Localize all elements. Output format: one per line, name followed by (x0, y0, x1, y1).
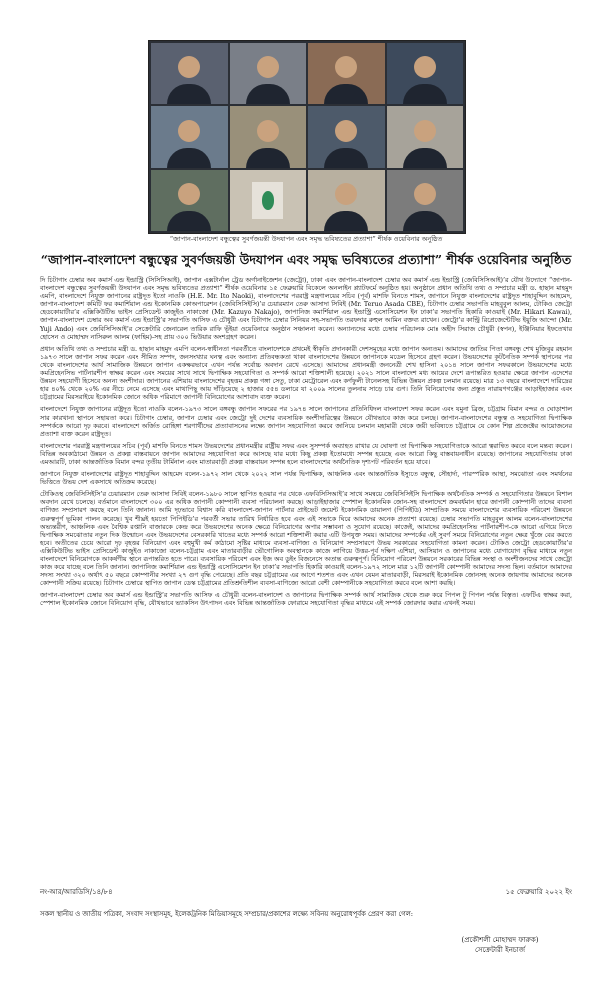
participant-tile (151, 170, 228, 231)
participant-tile (387, 43, 464, 104)
participant-tile (387, 106, 464, 167)
signatory-name: (প্রকৌশলী মোহাম্মদ ফারুক) (461, 936, 539, 944)
body-paragraph: জাপানে নিযুক্ত বাংলাদেশের রাষ্ট্রদূত শাহাবুদ্দিন আহমেদ বলেন-১৯৭২ সাল থেকে ২০২২ সাল পর্যন্ত দ্বিপাক্ষিক, আঞ্চলিক এবং আন্তর্জাতিক ইস্যুতে বন্ধুত্ব, সৌহার্দ্য, পারস্পরিক আস্থা, সমঝোতা এবং সমর্থনের ভিত্তিতে উভয় দেশ একসাথে অতিক্রম করেছে। (40, 470, 572, 487)
participant-tile (308, 43, 385, 104)
participant-tile (151, 43, 228, 104)
body-paragraph: জাপান-বাংলাদেশ চেম্বার অব কমার্স এন্ড ইন্ডাস্ট্রি’র সভাপতি আসিফ এ চৌধুরী বলেন-বাংলাদেশ ও জাপানের দ্বিপাক্ষিক সম্পর্ক আর্থ সামাজিক থেকে শুরু করে পিপল টু পিপল পর্যন্ত বিস্তৃত। এফটিএ স্বাক্ষর করা, স্পেশাল ইকোনমিক জোনে বিনিয়োগ বৃদ্ধি, যৌথভাবে ভ্যাকসিন উৎপাদন এবং বিভিন্ন আন্তর্জাতিক ফোরামে সহযোগিতা বৃদ্ধির মাধ্যমে এই সম্পর্ক জোরদার করার এখনই সময়। (40, 591, 572, 608)
participant-tile (387, 170, 464, 231)
video-call-grid (149, 41, 465, 233)
photo-caption: “জাপান-বাংলাদেশ বন্ধুত্বের সুবর্ণজয়ন্তী উদযাপন এবং সমৃদ্ধ ভবিষ্যতের প্রত্যাশা” শীর্ষক ওয়েবিনার অনুষ্ঠিত (169, 235, 443, 243)
participant-tile (230, 43, 307, 104)
body-paragraph: টোকিওস্থ জেবিসিসিইসি’র চেয়ারম্যান তেরু আসাদা সিবিই বলেন-১৯৮০ সালে স্থাপিত হওয়ার পর থেকে এফবিসিসিআই’র সাথে সমন্বয়ে জেবিসিসিইসি দ্বিপাক্ষিক অর্থনৈতিক সম্পর্ক ও সহযোগিতার উন্নয়নে বিশাল অবদান রেখে চলেছে। বর্তমানে বাংলাদেশে ৩০০ এর অধিক জাপানী কোম্পানী ব্যবসা পরিচালনা করছে। আড়াইহাজার স্পেশাল ইকোনমিক জোন-সহ বাংলাদেশে ক্রমবর্ধমান হারে জাপানী কোম্পানী তাদের ব্যবসা বাণিজ্য সম্প্রসারণ করছে বলে তিনি জানান। আমি দৃঢ়ভাবে বিশ্বাস করি বাংলাদেশ-জাপান পার্টনার প্রাইভেট জয়েন্ট ইকোনমিক ডায়ালগ (পিপিইডি) সাম্প্রতিক সময়ে বাংলাদেশের ব্যবসায়িক পরিবেশ উন্নয়নে গুরুত্বপূর্ণ ভূমিকা পালন করেছে। খুব শীঘ্রই হয়তো পিপিইডি’র পরবর্তী সভার তারিখ নির্ধারিত হবে এবং এই সভাকে ঘিরে আমাদের অনেক প্রত্যাশা রয়েছে। চেম্বার সভাপতি মাহবুবুল আলম বলেন-বাংলাদেশের অভ্যন্তরীণ, আঞ্চলিক এবং বৈশ্বিক রপ্তানি বাজারকে কেন্দ্র করে উভয়দেশের অনেক ক্ষেত্রে বিনিয়োগের অপার সম্ভাবনা ও সুযোগ রয়েছে। কাজেই, আমাদের কমপ্রিহেনসিভ পার্টনারশীপ-কে আরো এগিয়ে নিতে দ্বিপাক্ষিক সমঝোতার নতুন দিক উন্মোচন এবং উভয়দেশের বেসরকারি খাতের মধ্যে সম্পর্ক আরো শক্তিশালী করার এটি উপযুক্ত সময়। আমাদের সম্পর্কের এই সুবর্ণ সময়ে বিনিয়োগের নতুন ক্ষেত্র খুঁজে বের করতে হবে। অতীতের চেয়ে আরো দৃঢ় বৃহত্তর বিনিয়োগ এবং বহুমুখী কর্ম কাঠামো সৃষ্টির মাধ্যমে ব্যবসা-বাণিজ্য ও বিনিয়োগ সম্প্রসারণে উভয় সরকারের সহযোগিতা কামনা করেন। টোকিও জেট্রো হেডকোয়ার্টার’র এক্সিকিউটিভ ভাইস প্রেসিডেন্ট কাজুইও নাকাজো বলেন-চট্টগ্রাম এবং মাতারবাড়ীর ভৌগোলিক অবস্থানকে কাজে লাগিয়ে উত্তর-পূর্ব দক্ষিণ এশিয়া, আসিয়ান ও জাপানের মধ্যে যোগাযোগ বৃদ্ধির মাধ্যমে নতুন বাংলাদেশে বিনিয়োগকে আকর্ষণীয় স্থানে রূপান্তরিত হতে পারে। ব্যবসায়িক পরিবেশ এবং ইজ অব ডুইং বিজনেসে অতান্ত গুরুত্বপূর্ণ। বিনিয়োগ পরিবেশ উন্নয়নে সরকারের বিভিন্ন সংস্থা ও অংশীজনদের সাথে জেট্রো কাজ করে যাচ্ছে বলে তিনি জানান। জাপানিজ কমার্শিয়াল এন্ড ইন্ডাস্ট্রি এসোসিয়েশন ইন ঢাকা’র সভাপতি হিকারি কাওয়াই বলেন-১৯৭২ সালে মাত্র ১২টি জাপানী কোম্পানী আমাদের সদস্য ছিল। বর্তমানে আমাদের সদস্য সংখ্যা ৩২০ অর্থাৎ ৫০ বছরে কোম্পানীর সংখ্যা ২৭ গুণ বৃদ্ধি পেয়েছে। প্রতি বছর চট্টগ্রামের এর আগে শতশত এবং এখন যেমন মাতারবাড়ী, মিরসরাই ইকোনমিক জোনসহ অনেক জায়গায় আমাদের অনেক কোম্পানী সক্রিয় রয়েছে। চিটাগাং চেম্বারে স্থাপিত জাপান ডেস্ক চট্টগ্রামের প্রতিশ্রুতিশীল ব্যবসা-বাণিজ্যে আরো বেশী কোম্পানীকে সহযোগিতা করবে বলে আশা করছি। (40, 490, 572, 588)
participant-tile (230, 106, 307, 167)
event-banner-tile (230, 170, 307, 231)
press-release-headline: “জাপান-বাংলাদেশ বন্ধুত্বের সুবর্ণজয়ন্তী উদযাপন এবং সমৃদ্ধ ভবিষ্যতের প্রত্যাশা” শীর্ষক ওয়েবিনার অনুষ্ঠিত (40, 252, 572, 267)
participant-tile (151, 106, 228, 167)
signature-block (420, 935, 580, 955)
body-paragraph: বাংলাদেশে নিযুক্ত জাপানের রাষ্ট্রদূত ইতো নাওকি বলেন-১৯৭৩ সালে বঙ্গবন্ধু জাপান সফরের পর ১৯৭৪ সালে জাপানের প্রতিনিধিদল বাংলাদেশ সফর করেন এবং যমুনা ব্রিজ, চট্টগ্রাম বিমান বন্দর ও ঘোড়াশাল সার কারখানা স্থাপনে সহায়তা করে। চিটাগাং চেম্বার, জাপান চেম্বার এবং জেট্রো দুই দেশের ব্যবসায়িক অংশীদারিত্বের উন্নয়নে যৌথভাবে কাজ করে চলছে। জাপান-বাংলাদেশের বন্ধুত্ব ও সহযোগিতা দ্বিপাক্ষিক সম্পর্ককে আরো দৃঢ় করবে। বাংলাদেশে অর্জিত রোহিঙ্গা শরণার্থীদের প্রত্যাবাসনের লক্ষ্যে জাপান সহযোগিতা করবে জানিয়ে চলমান মহামারী থেকে জয়ী ভবিষ্যতে চট্টগ্রামে যে কোন শিল্প প্রজেক্টের আয়োজনের প্রত্যাশা ব্যক্ত করেন রাষ্ট্রদূত। (40, 405, 572, 438)
signatory-title: সেক্রেটারী ইনচার্জ (475, 946, 525, 954)
reference-line (40, 886, 572, 898)
distribution-request: সকল স্থানীয় ও জাতীয় পত্রিকা, সংবাদ সংস্থাসমূহ, ইলেকট্রনিক মিডিয়াসমূহে সম্প্রচার/প্রকাশের লক্ষ্যে সবিনয় অনুরোধপূর্বক প্রেরণ করা গেল: (40, 910, 413, 918)
participant-tile (308, 106, 385, 167)
body-paragraph: বাংলাদেশের পররাষ্ট্র মন্ত্রণালয়ের সচিব (পূর্ব) মাশফি বিনতে শামস উভয়দেশের প্রধানমন্ত্রীর রাষ্ট্রীয় সফর এবং সুসম্পর্ক অব্যাহত রাখার যে ঘোষণা তা দ্বিপাক্ষিক সহযোগিতাকে আরো ত্বরান্বিত করবে বলে মন্তব্য করেন। বিভিন্ন অবকাঠামো উন্নয়ন ও প্রকল্প বাস্তবায়নে জাপান আমাদের সহযোগিতা করে আসছে যার মধ্যে কিছু প্রকল্প ইতোমধ্যে সম্পন্ন হয়েছে এবং আরো কিছু বাস্তবায়নাধীন রয়েছে। জাপানের সহযোগিতায় ঢাকা এমআরটি, ঢাকা আন্তর্জাতিক বিমান বন্দর তৃতীয় টার্মিনাল এবং মাতারবাড়ী প্রকল্প বাস্তবায়ন সম্পন্ন হলে বাংলাদেশের অর্থনৈতিক দৃশ্যপট পরিবর্তন হয়ে যাবে। (40, 441, 572, 466)
press-release-body (40, 276, 572, 612)
webinar-photo (148, 40, 466, 234)
reference-number: নং-আর/আরডিসি/১৪/৮৪ (40, 888, 113, 896)
body-paragraph: দি চিটাগাং চেম্বার অব কমার্স এন্ড ইন্ডাস্ট্রি (সিসিসিআই), জাপান এক্সটার্নাল ট্রেড অর্গানাইজেশন (জেট্রো), ঢাকা এবং জাপান-বাংলাদেশ চেম্বার অব কমার্স এন্ড ইন্ডাস্ট্রি (জেবিসিসিআই)’র যৌথ উদ্যোগে “জাপান-বাংলাদেশ বন্ধুত্বের সুবর্ণজয়ন্তী উদযাপন এবং সমৃদ্ধ ভবিষ্যতের প্রত্যাশা” শীর্ষক ওয়েবিনার ১৫ ফেব্রুয়ারি বিকেলে অনলাইন প্ল্যাটফর্মে অনুষ্ঠিত হয়। অনুষ্ঠানে প্রধান অতিথি তথ্য ও সম্প্রচার মন্ত্রী ড. হাছান মাহমুদ এমপি, বাংলাদেশে নিযুক্ত জাপানের রাষ্ট্রদূত ইতো নাওকি (H.E. Mr. Ito Naoki), বাংলাদেশের পররাষ্ট্র মন্ত্রণালয়ের সচিব (পূর্ব) মাশফি বিনতে শামস, জাপানে নিযুক্ত বাংলাদেশের রাষ্ট্রদূত শাহাবুদ্দিন আহমেদ, জাপান-বাংলাদেশ কমিটি ফর কমার্শিয়াল এন্ড ইকোনমিক কোঅপারেশন (জেবিসিসিইসি)’র চেয়ারম্যান তেরু আসাদা সিবিই (Mr. Teruo Asada CBE), চিটাগাং চেম্বার সভাপতি মাহবুবুল আলম, টোকিও জেট্রো হেডকোয়ার্টার’র এক্সিকিউটিভ ভাইস প্রেসিডেন্ট কাজুইও নাকাজো (Mr. Kazuyo Nakajo), জাপানিজ কমার্শিয়াল এন্ড ইন্ডাস্ট্রি এসোসিয়েশন ইন ঢাকা’র সভাপতি হিকারি কাওয়াই (Mr. Hikari Kawai), জাপান-বাংলাদেশ চেম্বার অব কমার্স এন্ড ইন্ডাস্ট্রি’র সভাপতি আসিফ এ চৌধুরী এবং চিটাগাং চেম্বার সিনিয়র সহ-সভাপতি তরফদার রুহুল আমিন বক্তব্য রাখেন। জেট্রো’র কান্ট্রি রিপ্রেজেন্টেটিভ ইয়ুজি আন্দো (Mr. Yuji Ando) এবং জেবিসিসিআই’র সেক্রেটারি জেনারেল তারিক রাফি ভূঁইয়া ওয়েবিনারে অনুষ্ঠান সঞ্চালনা করেন। অন্যান্যদের মধ্যে চেম্বার পরিচালক মোঃ অহীদ সিরাজ চৌধুরী (স্বপন), ইঞ্জিনিয়ার ইফতেখার হোসেন ও মোহাম্মদ নাসিরুল আলম (ফাহিম)-সহ প্রায় ৩০০ ভিউয়ার অংশগ্রহণ করেন। (40, 276, 572, 341)
participant-tile (308, 170, 385, 231)
body-paragraph: প্রধান অতিথি তথ্য ও সম্প্রচার মন্ত্রী ড. হাছান মাহমুদ এমপি বলেন-স্বাধীনতা পরবর্তীতে বাংলাদেশকে প্রথমেই স্বীকৃতি প্রদানকারী দেশসমূহের মধ্যে জাপান অন্যতম। আমাদের জাতির পিতা বঙ্গবন্ধু শেখ মুজিবুর রহমান ১৯৭৩ সালে জাপান সফর করেন এবং সীমিত সম্পদ, জনসংখ্যার ঘনত্ব এবং অন্যান্য প্রতিবন্ধকতা থাকা বাংলাদেশের উন্নয়নে জাপানকে মডেল হিসেবে গ্রহণ করেন। উভয়দেশের কূটনৈতিক সম্পর্ক স্থাপনের পর থেকে বাংলাদেশের আর্থ সামাজিক উন্নয়নে জাপান একক্ষরভাবে এখন পর্যন্ত সর্বোচ্চ অবদান রেখে এসেছে। আমাদের প্রধানমন্ত্রী জননেত্রী শেখ হাসিনা ২০১৪ সালে জাপান সফরকালে উভয়দেশের মধ্যে কমপ্রিহেনসিভ পার্টনারশীপ স্বাক্ষর করেন এবং সময়ের সাথে সাথে দ্বিপাক্ষিক সহযোগিতা ও সম্পর্ক আরো শক্তিশালী হয়েছে। ২০২১ সালে বাংলাদেশ মধ্য আয়ের দেশে রূপান্তরিত হওয়ার ক্ষেত্রে জাপান এদেশের উন্নয়ন সহযোগী হিসেবে অনন্য অংশীদার। জাপানের এশিয়ায় বাংলাদেশের বৃহত্তম প্রকল্প গঙ্গা সেতু, ঢাকা মেট্রোরেল এবং কর্ণফুলী টানেলসহ বিভিন্ন উন্নয়ন প্রকল্প চলমান রয়েছে। মাত্র ১৩ বছরে বাংলাদেশে দারিদ্রের হার ৪০% থেকে ২০% এর নীচে নেমে এসেছে এবং মাথাপিছু আয় দাঁড়িয়েছে ২ হাজার ৫৫৪ ডলারে যা ২০০৯ সালের তুলনায় সাড়ে চার গুণ। তিনি বিনিয়োগের জন্য প্রস্তুত নারায়ণগঞ্জের আড়াইহাজার এবং চট্টগ্রামের মিরসরাইয়ে ইকোনমিক জোনে অধিক পরিমাণে জাপানী বিনিয়োগের আশাবাদ ব্যক্ত করেন। (40, 344, 572, 402)
release-date: ১৫ ফেব্রুয়ারি ২০২২ ইং (505, 888, 572, 896)
